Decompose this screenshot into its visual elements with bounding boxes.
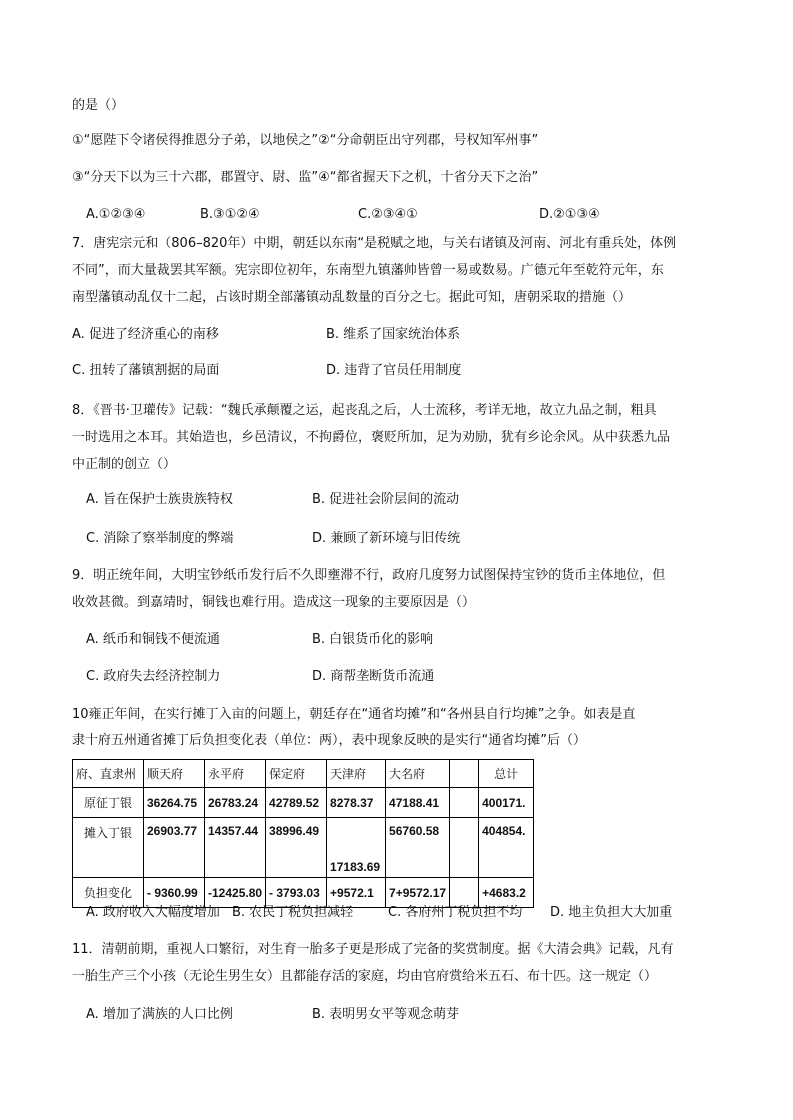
table-cell: 38996.49 bbox=[266, 818, 327, 878]
table-row bbox=[73, 788, 534, 818]
table-cell: 56760.58 bbox=[386, 818, 450, 878]
table-cell: 404854. bbox=[479, 818, 534, 878]
question-text: 一时选用之本耳。其始造也，乡邑清议，不拘爵位，褒贬所加，足为劝励，犹有乡论余风。从中获悉九品 bbox=[72, 430, 671, 445]
option-b[interactable]: B. 表明男女平等观念萌芽 bbox=[312, 1007, 460, 1022]
question-text: 一胎生产三个小孩（无论生男生女）且都能存活的家庭，均由官府赏给米五石、布十匹。这一规定（） bbox=[72, 969, 658, 984]
table-header-cell: 顺天府 bbox=[144, 760, 205, 788]
option-c[interactable]: C.②③④① bbox=[358, 207, 418, 222]
table-cell: +9572.1 bbox=[327, 878, 386, 908]
row-label: 原征丁银 bbox=[73, 788, 144, 818]
option-a[interactable]: A.①②③④ bbox=[86, 207, 146, 222]
option-c[interactable]: C. 政府失去经济控制力 bbox=[86, 669, 221, 684]
option-d[interactable]: D.②①③④ bbox=[539, 207, 600, 222]
row-label: 负担变化 bbox=[73, 878, 144, 908]
option-d[interactable]: D. 商帮垄断货币流通 bbox=[312, 669, 435, 684]
option-b[interactable]: B. 维系了国家统治体系 bbox=[326, 327, 461, 342]
table-header-cell: 府、直隶州 bbox=[73, 760, 144, 788]
table-cell: 47188.41 bbox=[386, 788, 450, 818]
question-text: 7．唐宪宗元和（806–820年）中期，朝廷以东南“是税赋之地，与关右诸镇及河南、河北有重兵处，体例 bbox=[72, 236, 677, 251]
table-header-cell: 大名府 bbox=[386, 760, 450, 788]
option-b[interactable]: B.③①②④ bbox=[200, 207, 260, 222]
table-cell: 42789.52 bbox=[266, 788, 327, 818]
question-text: ③“分天下以为三十六郡，郡置守、尉、监”④“都省握天下之机，十省分天下之治” bbox=[72, 170, 539, 185]
question-text: 不同”，而大量裁罢其军额。宪宗即位初年，东南型九镇藩帅皆曾一易或数易。广德元年至乾符元年，东 bbox=[72, 263, 664, 278]
option-b[interactable]: B. 农民丁税负担减轻 bbox=[232, 905, 354, 920]
table-cell: 8278.37 bbox=[327, 788, 386, 818]
table-header-cell: 永平府 bbox=[205, 760, 266, 788]
option-d[interactable]: D. 违背了官员任用制度 bbox=[326, 363, 462, 378]
option-c[interactable]: C. 消除了察举制度的弊端 bbox=[86, 531, 234, 546]
table-cell: - 3793.03 bbox=[266, 878, 327, 908]
option-b[interactable]: B. 促进社会阶层间的流动 bbox=[312, 492, 460, 507]
row-label: 摊入丁银 bbox=[73, 818, 144, 878]
option-a[interactable]: A. 旨在保护士族贵族特权 bbox=[86, 492, 233, 507]
table-cell: 400171. bbox=[479, 788, 534, 818]
option-c[interactable]: C. 各府州丁税负担不均 bbox=[388, 905, 523, 920]
table-cell: -12425.80 bbox=[205, 878, 266, 908]
table-header-cell bbox=[450, 760, 479, 788]
question-text: 隶十府五州通省摊丁后负担变化表（单位：两），表中现象反映的是实行“通省均摊”后（） bbox=[72, 733, 586, 748]
question-text: 9．明正统年间，大明宝钞纸币发行后不久即壅滞不行，政府几度努力试图保持宝钞的货币主体地位，但 bbox=[72, 568, 666, 583]
table-cell bbox=[450, 818, 479, 878]
question-text: 南型藩镇动乱仅十二起，占该时期全部藩镇动乱数量的百分之七。据此可知，唐朝采取的措施（） bbox=[72, 290, 632, 305]
table-row bbox=[73, 818, 534, 878]
table-cell: 17183.69 bbox=[327, 818, 386, 878]
option-a[interactable]: A. 增加了满族的人口比例 bbox=[86, 1007, 233, 1022]
option-a[interactable]: A. 促进了经济重心的南移 bbox=[72, 327, 219, 342]
table-header-cell: 天津府 bbox=[327, 760, 386, 788]
table-cell: 26783.24 bbox=[205, 788, 266, 818]
question-text: 收效甚微。到嘉靖时，铜钱也难行用。造成这一现象的主要原因是（） bbox=[72, 595, 476, 610]
question-text: 10雍正年间，在实行摊丁入亩的问题上，朝廷存在“通省均摊”和“各州县自行均摊”之争。如表是直 bbox=[72, 707, 636, 722]
question-text: 8．《晋书·卫瓘传》记载：“魏氏承颠覆之运，起丧乱之后，人士流移，考详无地，故立九品之制，粗具 bbox=[72, 403, 657, 418]
option-c[interactable]: C. 扭转了藩镇割据的局面 bbox=[72, 363, 220, 378]
table-header-cell: 总计 bbox=[479, 760, 534, 788]
burden-change-table bbox=[72, 759, 534, 908]
option-a[interactable]: A. 政府收入大幅度增加 bbox=[86, 905, 220, 920]
option-b[interactable]: B. 白银货币化的影响 bbox=[312, 632, 434, 647]
question-text: 11．清朝前期，重视人口繁衍，对生育一胎多子更是形成了完备的奖赏制度。据《大清会典》记载，凡有 bbox=[72, 942, 674, 957]
option-a[interactable]: A. 纸币和铜钱不便流通 bbox=[86, 632, 220, 647]
option-d[interactable]: D. 地主负担大大加重 bbox=[550, 905, 673, 920]
question-text: 的是（） bbox=[72, 98, 125, 113]
table-cell: 26903.77 bbox=[144, 818, 205, 878]
table-cell: +4683.2 bbox=[479, 878, 534, 908]
table-header-cell: 保定府 bbox=[266, 760, 327, 788]
table-cell: 36264.75 bbox=[144, 788, 205, 818]
option-d[interactable]: D. 兼顾了新环境与旧传统 bbox=[312, 531, 461, 546]
question-text: ①“愿陛下令诸侯得推恩分子弟，以地侯之”②“分命朝臣出守列郡，号权知军州事” bbox=[72, 133, 539, 148]
table-cell: - 9360.99 bbox=[144, 878, 205, 908]
question-text: 中正制的创立（） bbox=[72, 457, 177, 472]
table-cell bbox=[450, 788, 479, 818]
table-cell: 7+9572.17 bbox=[386, 878, 450, 908]
table-cell: 14357.44 bbox=[205, 818, 266, 878]
table-header-row bbox=[73, 760, 534, 788]
